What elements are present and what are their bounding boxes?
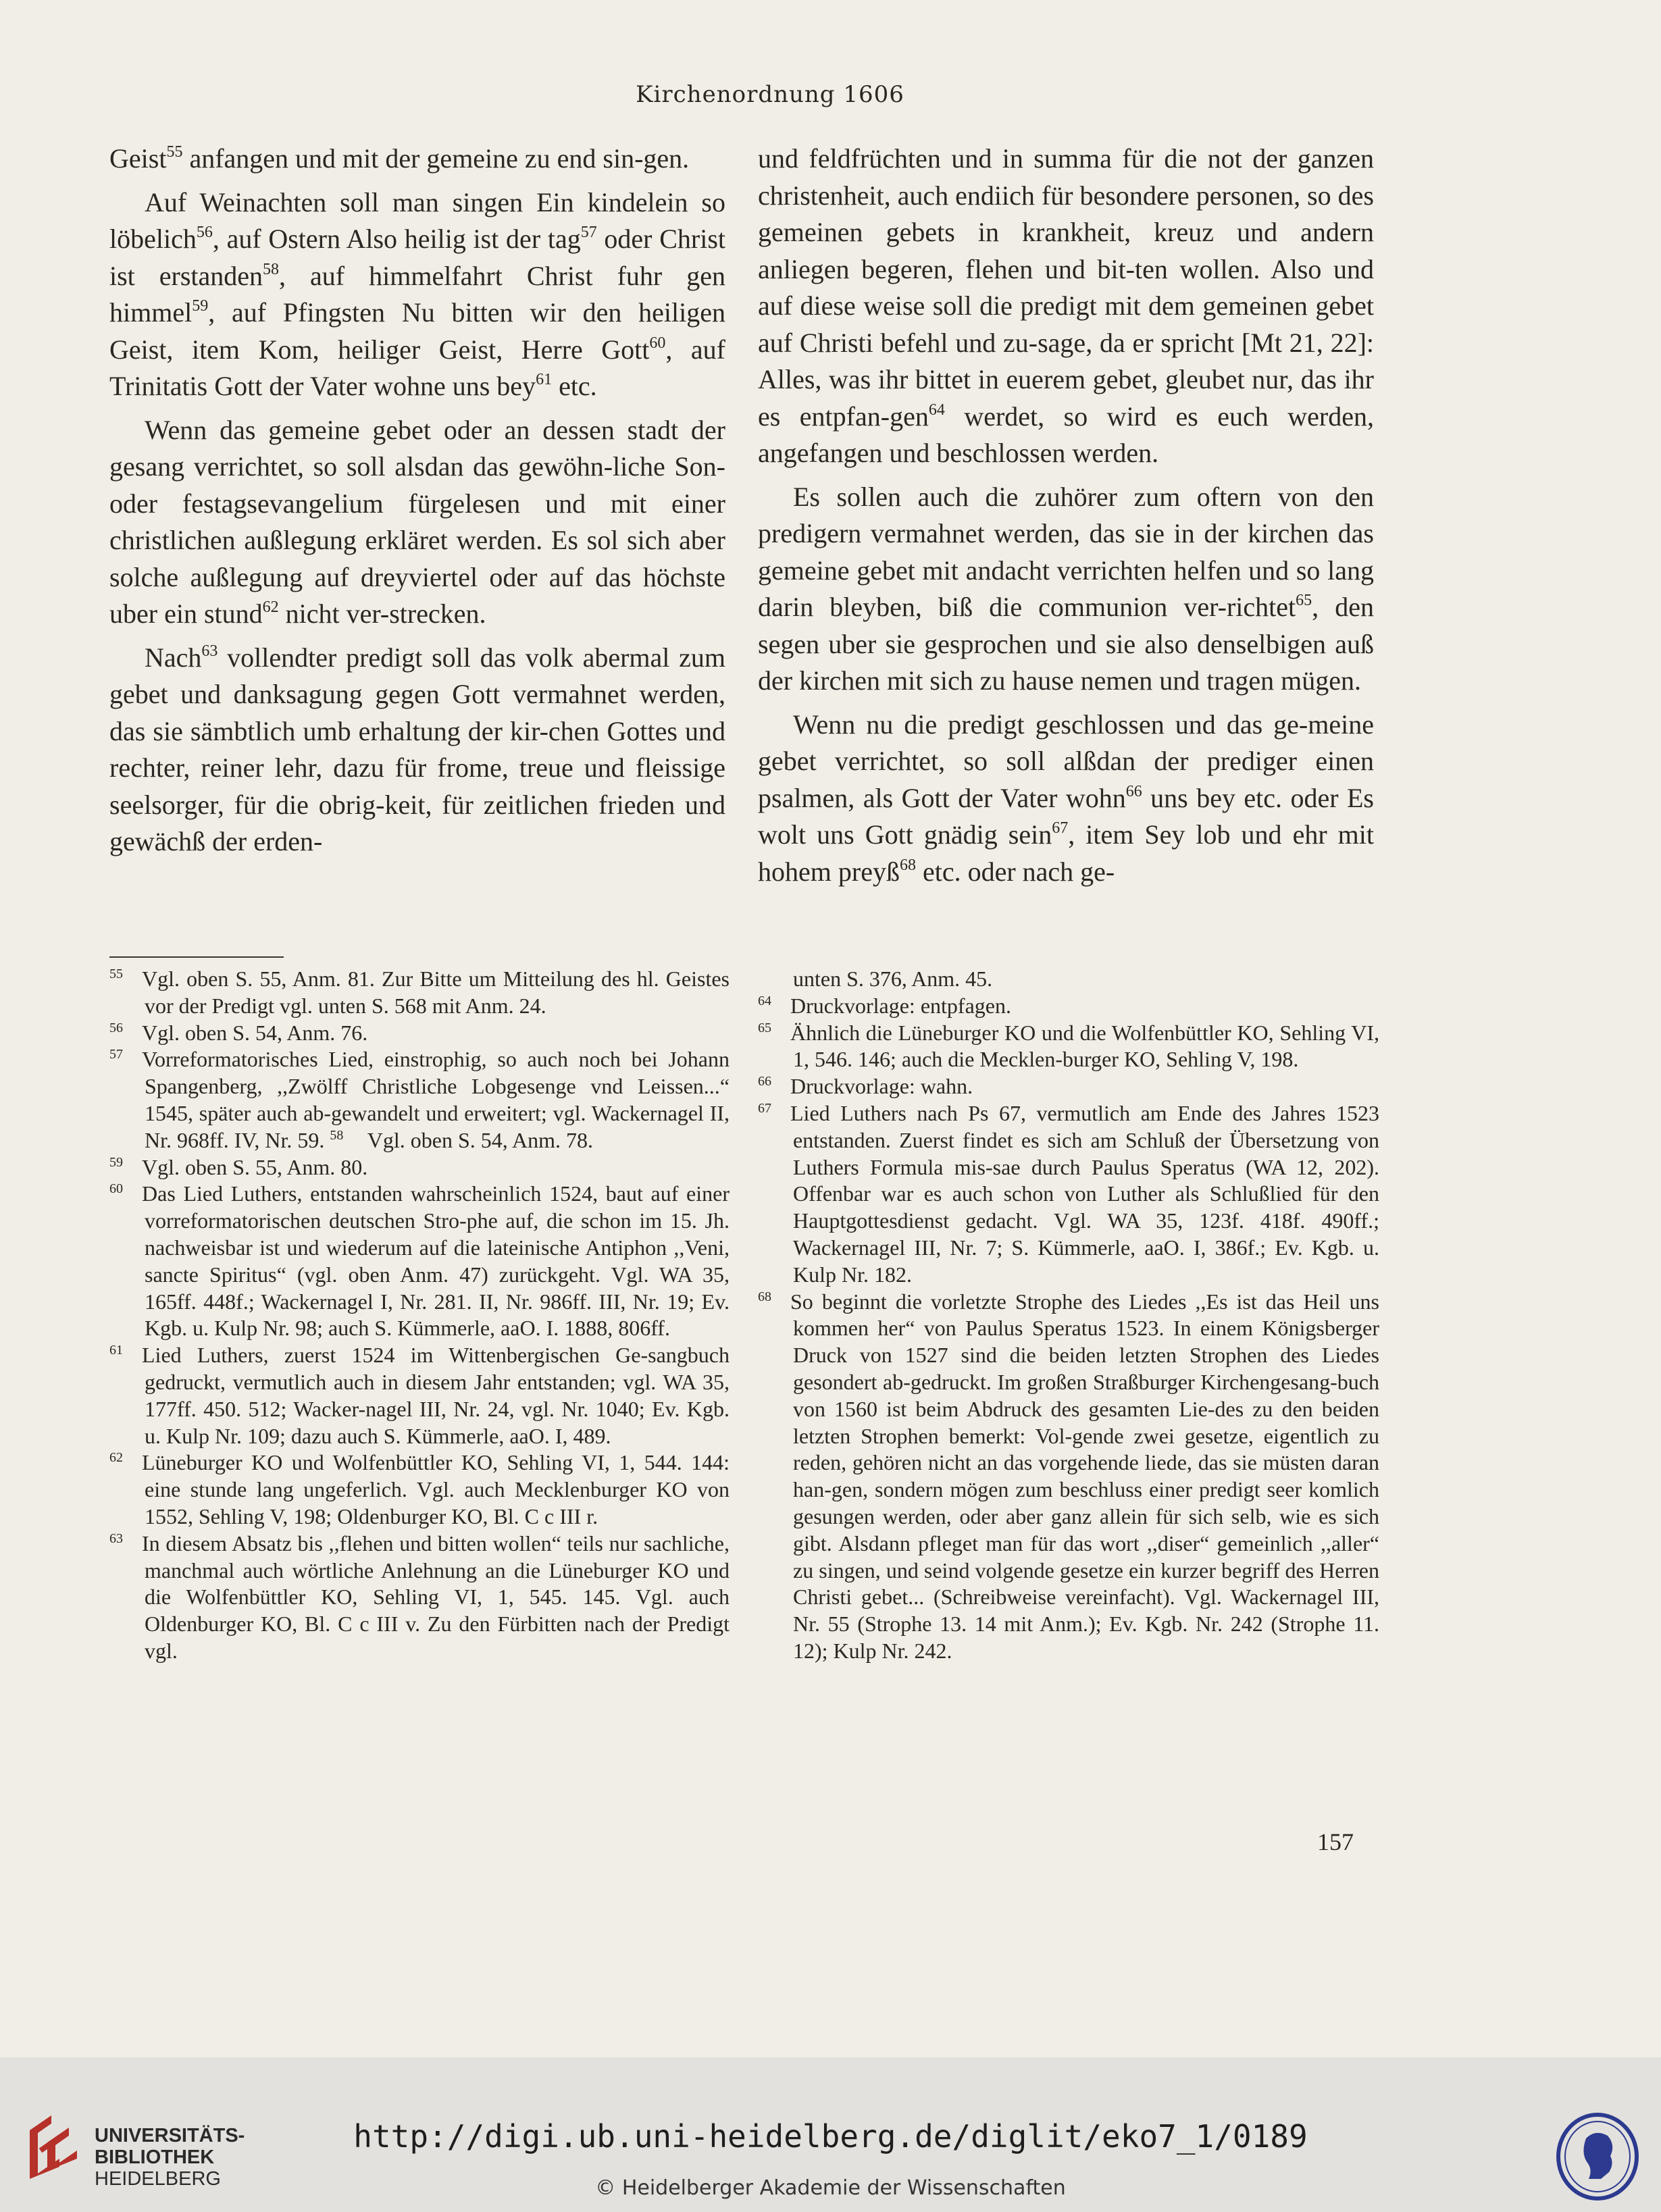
logo-line-3: HEIDELBERG <box>95 2168 221 2190</box>
left-column-paragraph: Wenn das gemeine gebet oder an dessen stadt der gesang verrichtet, so soll alsdan das gewöhn-liche Son- oder festagsevangelium fürgelesen und mit einer christlichen außlegung erkläret werden. Es sol sich aber solche außlegung auf dreyviertel oder auf das höchste uber ein stund$^{62}$ nicht ver-strecken. <box>109 414 725 629</box>
footnotes-left <box>109 966 730 1665</box>
page-number: 157 <box>1317 1828 1354 1855</box>
footnote: unten S. 376, Anm. 45. <box>793 967 993 991</box>
logo-line-1: UNIVERSITÄTS- <box>95 2125 245 2146</box>
footnote: $^{66}$ Druckvorlage: wahn. <box>758 1074 973 1099</box>
copyright-notice: © Heidelberger Akademie der Wissenschaften <box>595 2176 1066 2200</box>
footnote: $^{61}$ Lied Luthers, zuerst 1524 im Wittenbergischen Ge-sangbuch gedruckt, vermutlich auch in diesem Jahr entstanden; vgl. WA 35, 177ff. 450. 512; Wacker-nagel III, Nr. 24, vgl. Nr. 1040; Ev. Kgb. u. Kulp Nr. 109; dazu auch S. Kümmerle, aaO. I, 489. <box>109 1343 730 1448</box>
right-column <box>758 140 1374 897</box>
left-column <box>109 140 725 867</box>
footer-bar <box>0 2057 1661 2212</box>
footnote: $^{68}$ So beginnt die vorletzte Strophe des Liedes ,,Es ist das Heil uns kommen her“ von Paulus Speratus 1523. In einem Königsberger Druck von 1527 sind die beiden letzten Strophen des Liedes gesondert ab-gedruckt. Im großen Straßburger Kirchengesang-buch von 1560 ist beim Abdruck des gesamten Lie-des zu den beiden letzten Strophen bemerkt: Vol-gende zwei gesetze, eigentlich zu reden, gehören nicht an das vorgehende liede, das sie müsten daran han-gen, sondern mögen zum beschluss einer predigt seer komlich gesungen werden, oder aber ganz allein für sich selb, wie es sich gibt. Alsdann pfleget man für das wort ,,diser“ gemeinlich ,,aller“ zu singen, und seind volgende gesetze ein kurzer begriff des Herren Christi gebet... (Schreibweise vereinfacht). Vgl. Wackernagel III, Nr. 55 (Strophe 13. 14 mit Anm.); Ev. Kgb. Nr. 242 (Strophe 11. 12); Kulp Nr. 242. <box>758 1289 1379 1663</box>
logo-line-2: BIBLIOTHEK <box>95 2146 215 2168</box>
footnote: $^{63}$ In diesem Absatz bis ,,flehen und bitten wollen“ teils nur sachliche, manchmal auch wörtliche Anlehnung an die Lüneburger KO und die Wolfenbüttler KO, Sehling VI, 1, 545. 145. Vgl. auch Oldenburger KO, Bl. C c III v. Zu den Fürbitten nach der Predigt vgl. <box>109 1531 730 1663</box>
right-column-paragraph: Es sollen auch die zuhörer zum oftern von den predigern vermahnet werden, das sie in der kirchen das gemeine gebet mit andacht verrichten helfen und so lang darin bleyben, biß die communion ver-richtet$^{65}$, den segen uber sie gesprochen und sie also denselbigen auß der kirchen mit sich zu hause nemen und tragen mügen. <box>758 481 1374 696</box>
footnote: $^{56}$ Vgl. oben S. 54, Anm. 76. <box>109 1020 368 1045</box>
footnote: $^{57}$ Vorreformatorisches Lied, einstrophig, so auch noch bei Johann Spangenberg, ,,Zwölff Christliche Lobgesenge vnd Leissen...“ 1545, später auch ab-gewandelt und erweitert; vgl. Wackernagel II, Nr. 968ff. IV, Nr. 59. $^{58}$ Vgl. oben S. 54, Anm. 78. <box>109 1047 730 1152</box>
right-column-paragraph: und feldfrüchten und in summa für die not der ganzen christenheit, auch endiich für besondere personen, so des gemeinen gebets in krankheit, kreuz und andern anliegen begeren, flehen und bit-ten wollen. Also und auf diese weise soll die predigt mit dem gemeinen gebet auf Christi befehl und zu-sage, da er spricht [Mt 21, 22]: Alles, was ihr bittet in euerem gebet, gleubet nur, das ihr es entpfan-gen$^{64}$ werdet, so wird es euch werden, angefangen und beschlossen werden. <box>758 143 1374 468</box>
right-column-paragraph: Wenn nu die predigt geschlossen und das ge-meine gebet verrichtet, so soll alßdan der prediger einen psalmen, als Gott der Vater wohn$^{66}$ uns bey etc. oder Es wolt uns Gott gnädig sein$^{67}$, item Sey lob und ehr mit hohem preyß$^{68}$ etc. oder nach ge- <box>758 709 1375 887</box>
left-column-paragraph: Nach$^{63}$ vollendter predigt soll das volk abermal zum gebet und danksagung gegen Gott vermahnet werden, das sie sämbtlich umb erhaltung der kir-chen Gottes und rechter, reiner lehr, dazu für frome, treue und fleissige seelsorger, für die obrig-keit, für zeitlichen frieden und gewächß der erden- <box>109 642 725 856</box>
footnote: $^{62}$ Lüneburger KO und Wolfenbüttler KO, Sehling VI, 1, 544. 144: eine stunde lang ungeferlich. Vgl. auch Mecklenburger KO von 1552, Sehling V, 198; Oldenburger KO, Bl. C c III r. <box>109 1450 730 1528</box>
running-head: Kirchenordnung 1606 <box>636 81 904 108</box>
left-column-paragraph: Auf Weinachten soll man singen Ein kindelein so löbelich$^{56}$, auf Ostern Also heilig ist der tag$^{57}$ oder Christ ist erstanden$^{58}$, auf himmelfahrt Christ fuhr gen himmel$^{59}$, auf Pfingsten Nu bitten wir den heiligen Geist, item Kom, heiliger Geist, Herre Gott$^{60}$, auf Trinitatis Gott der Vater wohne uns bey$^{61}$ etc. <box>109 186 726 401</box>
footnote: $^{67}$ Lied Luthers nach Ps 67, vermutlich am Ende des Jahres 1523 entstanden. Zuerst findet es sich am Schluß der Übersetzung von Luthers Formula mis-sae durch Paulus Speratus (WA 12, 202). Offenbar war es auch schon von Luther als Schlußlied für den Hauptgottesdienst gedacht. Vgl. WA 35, 123f. 418f. 490ff.; Wackernagel III, Nr. 7; S. Kümmerle, aaO. I, 386f.; Ev. Kgb. u. Kulp Nr. 182. <box>758 1100 1379 1287</box>
footnote: $^{60}$ Das Lied Luthers, entstanden wahrscheinlich 1524, baut auf einer vorreformatorischen deutschen Stro-phe auf, die schon im 15. Jh. nachweisbar ist und wiederum auf die lateinische Antiphon ,,Veni, sancte Spiritus“ (vgl. oben Anm. 47) zurückgeht. Vgl. WA 35, 165ff. 448f.; Wackernagel I, Nr. 281. II, Nr. 986ff. III, Nr. 19; Ev. Kgb. u. Kulp Nr. 98; auch S. Kümmerle, aaO. I. 1888, 806ff. <box>109 1181 730 1341</box>
footnotes-right <box>758 966 1379 1665</box>
footnote-rule <box>109 956 284 958</box>
footnote: $^{65}$ Ähnlich die Lüneburger KO und die Wolfenbüttler KO, Sehling VI, 1, 546. 146; auch die Mecklen-burger KO, Sehling V, 198. <box>758 1020 1379 1072</box>
footnote: $^{64}$ Druckvorlage: entpfagen. <box>758 993 1011 1018</box>
footnote: $^{59}$ Vgl. oben S. 55, Anm. 80. <box>109 1154 368 1179</box>
permalink-url[interactable]: http://digi.ub.uni-heidelberg.de/diglit/eko7_1/0189 <box>353 2118 1308 2155</box>
footnote: $^{55}$ Vgl. oben S. 55, Anm. 81. Zur Bitte um Mitteilung des hl. Geistes vor der Predigt vgl. unten S. 568 mit Anm. 24. <box>109 967 730 1018</box>
academy-seal-icon[interactable] <box>1554 2111 1641 2203</box>
left-column-paragraph: Geist$^{55}$ anfangen und mit der gemeine zu end sin-gen. <box>109 143 690 174</box>
